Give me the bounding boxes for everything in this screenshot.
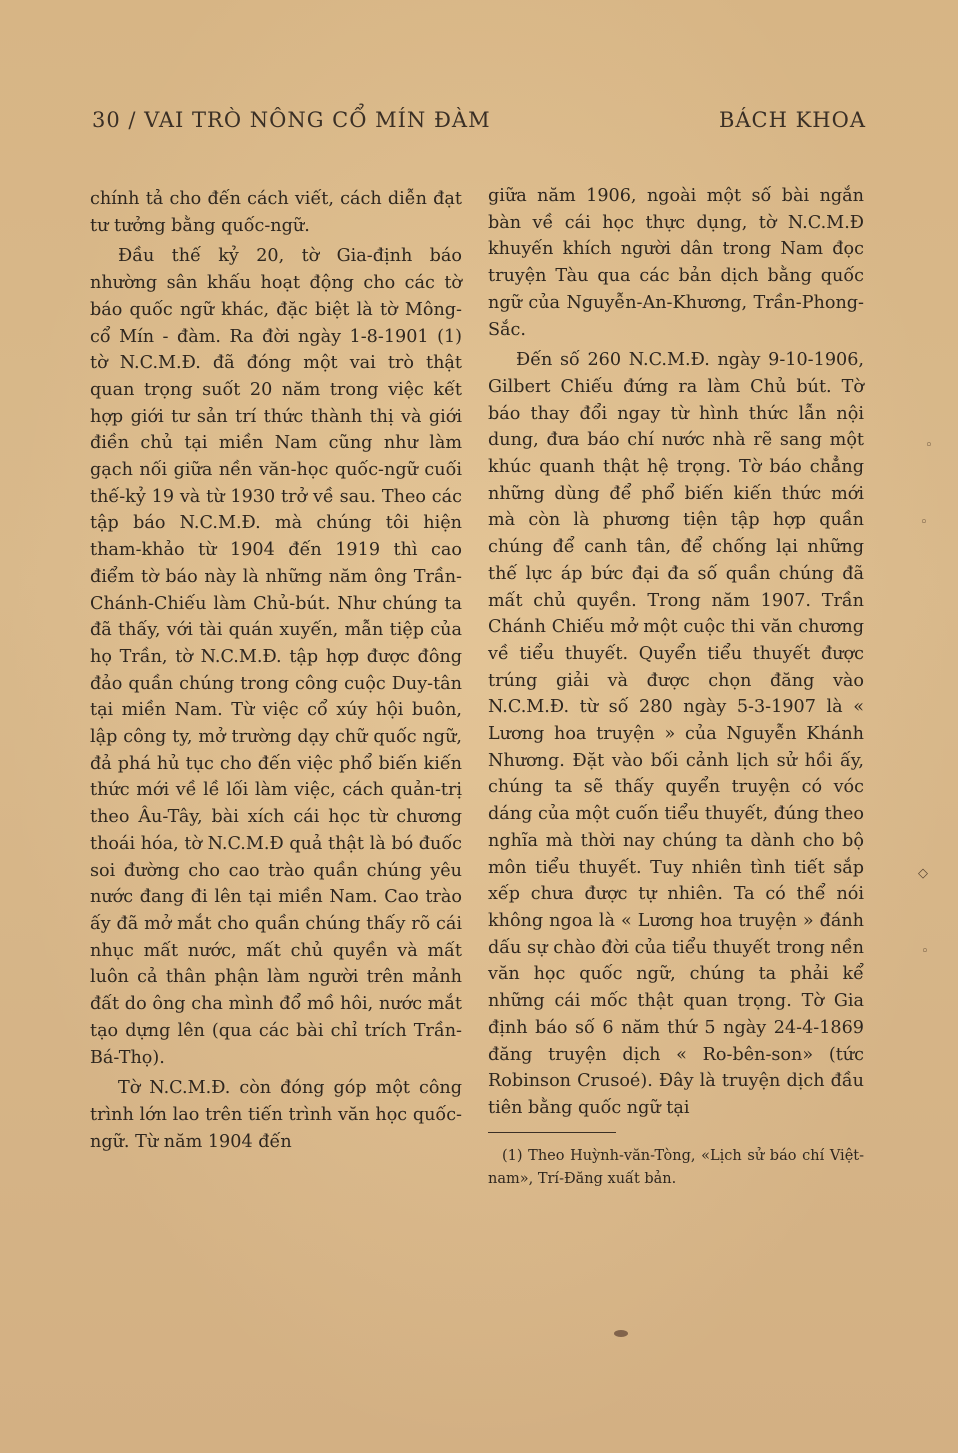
margin-mark-icon: ◦ xyxy=(921,944,929,959)
margin-mark-icon: ◦ xyxy=(920,515,928,530)
paragraph: giữa năm 1906, ngoài một số bài ngắn bàn về cái học thực dụng, tờ N.C.M.Đ khuyến khích người dân trong Nam đọc truyện Tàu qua các bản dịch bằng quốc ngữ của Nguyễn-An-Khương, Trần-Phong-Sắc. xyxy=(488,186,864,340)
footnote-rule xyxy=(488,1132,616,1133)
left-column xyxy=(90,186,462,1159)
ink-blot-icon xyxy=(614,1330,628,1337)
paragraph: Đến số 260 N.C.M.Đ. ngày 9-10-1906, Gilbert Chiếu đứng ra làm Chủ bút. Tờ báo thay đổi ngay từ hình thức lẫn nội dung, đưa báo chí nước nhà rẽ sang một khúc quanh thật hệ trọng. Tờ báo chẳng những dùng để phổ biến kiến thức mới mà còn là phương tiện tập hợp quần chúng để canh tân, để chống lại những thế lực áp bức đại đa số quần chúng đã mất chủ quyền. Trong năm 1907. Trần Chánh Chiếu mở một cuộc thi văn chương về tiểu thuyết. Quyển tiểu thuyết được trúng giải và được chọn đăng vào N.C.M.Đ. từ số 280 ngày 5-3-1907 là « Lương hoa truyện » của Nguyễn Khánh Nhương. Đặt vào bối cảnh lịch sử hồi ấy, chúng ta sẽ thấy quyển truyện có vóc dáng của một cuốn tiểu thuyết, đúng theo nghĩa mà thời nay chúng ta dành cho bộ môn tiểu thuyết. Tuy nhiên tình tiết sắp xếp chưa được tự nhiên. Ta có thể nói không ngoa là « Lương hoa truyện » đánh dấu sự chào đời của tiểu thuyết trong nền văn học quốc ngữ, chúng ta phải kể những cái mốc thật quan trọng. Tờ Gia định báo số 6 năm thứ 5 ngày 24-4-1869 đăng truyện dịch « Ro-bên-son» (tức Robinson Crusoé). Đây là truyện dịch đầu tiên bằng quốc ngữ tại xyxy=(488,350,864,1118)
paragraph: Đầu thế kỷ 20, tờ Gia-định báo nhường sân khấu hoạt động cho các tờ báo quốc ngữ khác, đặc biệt là tờ Mông-cổ Mín - đàm. Ra đời ngày 1-8-1901 (1) tờ N.C.M.Đ. đã đóng một vai trò thật quan trọng suốt 20 năm trong việc kết hợp giới tư sản trí thức thành thị và giới điền chủ tại miền Nam cũng như làm gạch nối giữa nền văn-học quốc-ngữ cuối thế-kỷ 19 và từ 1930 trở về sau. Theo các tập báo N.C.M.Đ. mà chúng tôi hiện tham-khảo từ 1904 đến 1919 thì cao điểm tờ báo này là những năm ông Trần-Chánh-Chiếu làm Chủ-bút. Như chúng ta đã thấy, với tài quán xuyến, mẫn tiệp của họ Trần, tờ N.C.M.Đ. tập hợp được đông đảo quần chúng trong công cuộc Duy-tân tại miền Nam. Từ việc cổ xúy hội buôn, lập công ty, mở trường dạy chữ quốc ngữ, đả phá hủ tục cho đến việc phổ biến kiến thức mới về lề lối làm việc, cách quản-trị theo Âu-Tây, bài xích cái học từ chương thoái hóa, tờ N.C.M.Đ quả thật là bó đuốc soi đường cho cao trào quần chúng yêu nước đang đi lên tại miền Nam. Cao trào ấy đã mở mắt cho quần chúng thấy rõ cái nhục mất nước, mất chủ quyền và mất luôn cả thân phận làm người trên mảnh đất do ông cha mình đổ mồ hôi, nước mắt tạo dựng lên (qua các bài chỉ trích Trần-Bá-Thọ). xyxy=(90,246,462,1068)
margin-mark-icon: ◇ xyxy=(918,866,928,881)
footnote: (1) Theo Huỳnh-văn-Tòng, «Lịch sử báo chí Việt-nam», Trí-Đăng xuất bản. xyxy=(488,1147,864,1187)
magazine-name: BÁCH KHOA xyxy=(718,108,866,132)
header-title: 30 / VAI TRÒ NÔNG CỔ MÍN ĐÀM xyxy=(92,108,491,132)
paragraph: chính tả cho đến cách viết, cách diễn đạt tư tưởng bằng quốc-ngữ. xyxy=(90,189,462,236)
running-header xyxy=(92,108,866,132)
margin-mark-icon: ◦ xyxy=(925,438,933,453)
right-column xyxy=(488,183,864,1191)
paragraph: Tờ N.C.M.Đ. còn đóng góp một công trình lớn lao trên tiến trình văn học quốc-ngữ. Từ năm 1904 đến xyxy=(90,1078,462,1152)
